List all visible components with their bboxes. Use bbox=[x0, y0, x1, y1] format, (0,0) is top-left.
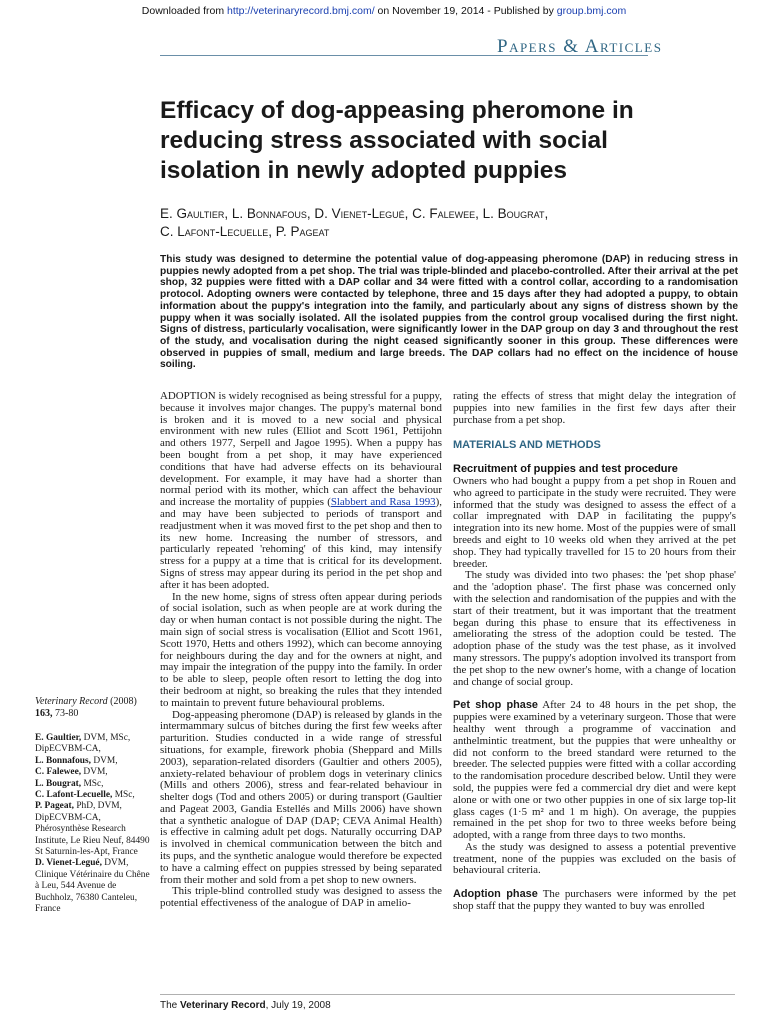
affiliation: P. Pageat, PhD, DVM, DipECVBM-CA, bbox=[35, 801, 122, 823]
affiliation-institute: Phérosynthèse Research Institute, Le Rieu Neuf, 84490 St Saturnin-les-Apt, France bbox=[35, 824, 150, 858]
publisher-link[interactable]: group.bmj.com bbox=[556, 5, 627, 17]
subheading-recruitment: Recruitment of puppies and test procedure bbox=[453, 463, 678, 476]
runin-heading-adoption: Adoption phase bbox=[453, 888, 538, 901]
download-prefix: Downloaded from bbox=[141, 5, 227, 17]
footer-rule bbox=[160, 994, 735, 995]
body-column-right bbox=[453, 391, 736, 913]
paragraph: In the new home, signs of stress often appear during periods of social isolation, such as when people are at work during the day or when human contact is not possible during the night. The main sign of social stress is vocalisation (Elliot and Scott 1961, Scott 1970, Hetts and others 1992), which can become annoying for neighbours during the day and for the owners at night, and may impair the integration of the puppy into the family. In order to be able to sleep, people often resort to letting the dog into their bedroom at night, so breaking the rules that they intended to maintain to prevent future behavioural problems. bbox=[160, 590, 442, 709]
paragraph: As the study was designed to assess a potential preventive treatment, none of the puppies was excluded on the basis of behavioural criteria. bbox=[453, 840, 736, 877]
paragraph: ADOPTION is widely recognised as being stressful for a puppy, because it involves major changes. The puppy's maternal bond is broken and it is moved to a new social and physical environment with new rules (Elliot and Scott 1961, Pettijohn and others 1977, Serpell and Jagoe 1995). When a puppy has been bought from a pet shop, it may have experienced conditions that have had adverse effects on its behavioural development. For example, it may have had a shorter than normal period with its mother, which can affect the behaviour and increase the mortality of puppies (Slabbert and Rasa 1993), and may have been subjected to periods of transport and readjustment when it was moved first to the pet shop and then to its new home. Increasing the number of stressors, and particularly repeated 'rehoming' of this kind, may intensify stress for a puppy at a time that is critical for its development. Signs of stress may appear during its period in the pet shop and after it has been adopted. bbox=[160, 390, 442, 591]
paragraph: The study was divided into two phases: the 'pet shop phase' and the 'adoption phase'. The first phase was concerned only with the selection and randomisation of the puppies and with the start of their treatment, but it was important that the treatment began during this phase to ensure that its effectiveness in ameliorating the stress of the adoption could be tested. The adoption phase of the study was the test phase, as it involved many stressors. The puppy's adoption involved its transport from the pet shop to the new owner's home, with a change of location and change of social group. bbox=[453, 569, 736, 688]
article-title: Efficacy of dog-appeasing pheromone in reducing stress associated with social isolation in newly adopted puppies bbox=[160, 97, 634, 184]
affiliation: E. Gaultier, DVM, MSc, DipECVBM-CA, bbox=[35, 733, 131, 755]
citation-volume: 163, bbox=[35, 708, 53, 719]
page-footer: The Veterinary Record, July 19, 2008 bbox=[160, 1000, 331, 1011]
abstract: This study was designed to determine the potential value of dog-appeasing pheromone (DAP) in reducing stress in puppies newly adopted from a pet shop. The trial was triple-blinded and placebo-controlled. After their arrival at the pet shop, 32 puppies were fitted with a DAP collar and 34 were fitted with a control collar, according to a randomisation protocol. Adopting owners were contacted by telephone, three and 15 days after they had adopted a puppy, to obtain information about the puppy's integration into the family, and particularly about any signs of distress shown by the puppy when it was socially isolated. All the isolated puppies from the control group vocalised during the first night. Signs of distress, particularly vocalisation, were significantly lower in the DAP group on day 3 and throughout the rest of the study, and vocalisation during the night ceased significantly sooner in this group. These differences were observed in puppies of small, medium and large breeds. The DAP collars had no effect on the incidence of house soiling. bbox=[160, 254, 738, 371]
download-middle: on November 19, 2014 - Published by bbox=[374, 5, 557, 17]
paragraph: Adoption phase The purchasers were informed by the pet shop staff that the puppy they wanted to buy was enrolled bbox=[453, 888, 737, 913]
author-list bbox=[160, 205, 720, 241]
paragraph: Pet shop phase After 24 to 48 hours in the pet shop, the puppies were examined by a veterinary surgeon. Those that were healthy went through a programme of vaccination and anthelmintic treatment, but the puppies that were unhealthy or did not conform to the breed standard were returned to the breeder. The selected puppies were fitted with a collar according to the randomisation procedure described below. Until they were sold, the puppies were fed a commercial dry diet and were kept alone or with one or two other puppies in one of six large top-lit glass cages (1·5 m² and 1 m high). On average, the puppies remained in the pet shop for two to three weeks before being adopted, with a range from three days to two months. bbox=[453, 699, 736, 842]
author-affiliations bbox=[35, 733, 153, 916]
paragraph: Dog-appeasing pheromone (DAP) is released by glands in the intermammary sulcus of bitches during the first few weeks after parturition. Studies conducted in a wide range of stressful situations, for example, firework phobia (Sheppard and Mills 2003), separation-related disorders (Gaultier and others 2005), anxiety-related behaviour of problem dogs in veterinary clinics (Mills and others 2006), stress and fear-related behaviour in shelter dogs (Tod and others 2005) or during transport (Gaultier and Pageat 2003, Gandia Estellés and Mills 2006) have shown that a synthetic analogue of DAP (DAP; CEVA Animal Health) is effective in calming adult pet dogs. Naturally occurring DAP is involved in chemical communication between the bitch and its pups, and the synthetic analogue would therefore be expected to have a calming effect on puppies stressed by being separated from their mother and sold from a pet shop to new owners. bbox=[160, 708, 442, 886]
reference-link[interactable]: Slabbert and Rasa 1993 bbox=[330, 496, 436, 509]
body-column-left bbox=[160, 391, 442, 910]
paragraph: This triple-blind controlled study was designed to assess the potential effectiveness of the analogue of DAP in amelio- bbox=[160, 885, 442, 910]
download-notice bbox=[0, 5, 768, 17]
affiliation: C. Falewee, DVM, bbox=[35, 767, 108, 778]
authors-line-1: E. Gaultier, L. Bonnafous, D. Vienet-Legué, C. Falewee, L. Bougrat, bbox=[160, 206, 549, 221]
journal-citation: Veterinary Record (2008) 163, 73-80 bbox=[35, 696, 137, 719]
affiliation: L. Bonnafous, DVM, bbox=[35, 755, 118, 766]
paragraph: rating the effects of stress that might delay the integration of puppies into new families in the first few days after their purchase from a pet shop. bbox=[453, 390, 736, 426]
paragraph: Owners who had bought a puppy from a pet shop in Rouen and who agreed to participate in the study were recruited. They were informed that the study was designed to assess the effect of a collar impregnated with DAP in facilitating the puppy's integration into its new home. Most of the puppies were of small breeds and eight to 10 weeks old when they arrived at the pet shop. They had typically travelled for 15 to 20 hours from their breeder. bbox=[453, 474, 736, 570]
authors-line-2: C. Lafont-Lecuelle, P. Pageat bbox=[160, 224, 330, 239]
section-heading-methods: MATERIALS AND METHODS bbox=[453, 439, 601, 452]
affiliation: C. Lafont-Lecuelle, MSc, bbox=[35, 790, 135, 801]
affiliation: L. Bougrat, MSc, bbox=[35, 778, 104, 789]
journal-url-link[interactable]: http://veterinaryrecord.bmj.com/ bbox=[227, 5, 375, 17]
affiliation: D. Vienet-Legué, DVM, Clinique Vétérinaire du Chêne à Leu, 544 Avenue de Buchholz, 76380 Canteleu, France bbox=[35, 858, 150, 915]
citation-journal: Veterinary Record bbox=[35, 696, 108, 707]
section-label: Papers & Articles bbox=[497, 36, 663, 57]
footer-journal: Veterinary Record bbox=[180, 1000, 266, 1011]
runin-heading-petshop: Pet shop phase bbox=[453, 699, 538, 712]
